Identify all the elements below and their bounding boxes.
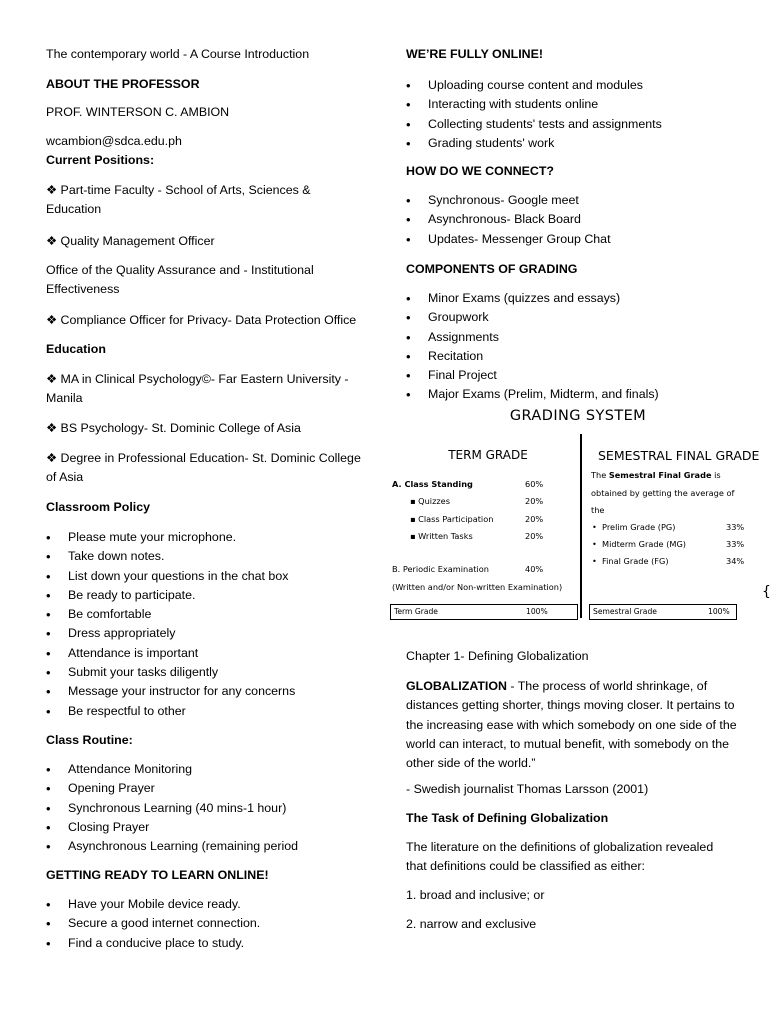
list-item: • Be respectful to other (46, 702, 366, 721)
quote-source: - Swedish journalist Thomas Larsson (2001) (406, 782, 649, 796)
semestral-total-pct: 100% (708, 607, 730, 616)
online-heading: WE’RE FULLY ONLINE! (406, 47, 543, 61)
semestral-total-label: Semestral Grade (593, 607, 657, 616)
list-item: • Opening Prayer (46, 779, 366, 798)
chapter-title: Chapter 1- Defining Globalization (406, 649, 589, 663)
classroom-policy-list (46, 528, 366, 721)
connect-list (406, 191, 746, 249)
list-item: • Major Exams (Prelim, Midterm, and finals) (406, 385, 746, 404)
semestral-grade-total (589, 604, 737, 620)
list-item: • Asynchronous Learning (remaining period (46, 837, 366, 856)
list-item: • Be ready to participate. (46, 586, 366, 605)
professor-email: wcambion@sdca.edu.ph (46, 134, 182, 148)
semestral-line: obtained by getting the average of (591, 488, 735, 498)
grading-system-title: GRADING SYSTEM (509, 408, 647, 424)
term-item-pct: 20% (525, 514, 544, 524)
list-item: • Uploading course content and modules (406, 76, 746, 95)
list-item: • Dress appropriately (46, 624, 366, 643)
position-item: ❖ Part-time Faculty - School of Arts, Sciences & Education (46, 183, 311, 217)
education-item: ❖ Degree in Professional Education- St. Dominic College of Asia (46, 451, 361, 485)
list-item: • Closing Prayer (46, 818, 366, 837)
list-item: • Updates- Messenger Group Chat (406, 230, 746, 249)
term-item-label: ▪ Class Participation (410, 514, 494, 524)
class-routine-list (46, 760, 366, 856)
getting-ready-list (46, 895, 366, 953)
term-item-pct: 20% (525, 496, 544, 506)
list-item: • Synchronous- Google meet (406, 191, 746, 210)
literature-text: The literature on the definitions of globalization revealed that definitions could be classified as either: (406, 840, 714, 874)
list-item: • Attendance Monitoring (46, 760, 366, 779)
professor-name: PROF. WINTERSON C. AMBION (46, 105, 230, 119)
list-item: • Synchronous Learning (40 mins-1 hour) (46, 799, 366, 818)
term-grade-total (390, 604, 578, 620)
list-item: • Attendance is important (46, 644, 366, 663)
semestral-item-label: • Prelim Grade (PG) (592, 522, 676, 532)
globalization-definition-text: - The process of world shrinkage, of distances getting shorter, things moving closer. It pertains to the increasing ease with which somebody on one side of the world can interact, to mutual benefit, with somebody on the other side of the world.” (406, 679, 737, 771)
term-item-label: ▪ Written Tasks (410, 531, 473, 541)
brace-fragment: { (762, 584, 771, 600)
list-item: • Minor Exams (quizzes and essays) (406, 289, 746, 308)
semestral-line: the (591, 505, 605, 515)
semestral-heading: SEMESTRAL FINAL GRADE (598, 448, 760, 463)
current-positions-heading: Current Positions: (46, 153, 155, 167)
list-item: • Be comfortable (46, 605, 366, 624)
semestral-item-label: • Midterm Grade (MG) (592, 539, 686, 549)
definition-option: 2. narrow and exclusive (406, 917, 537, 931)
position-item: ❖ Quality Management Officer (46, 234, 215, 248)
education-heading: Education (46, 342, 106, 356)
semestral-item-pct: 34% (726, 556, 745, 566)
term-item-pct: 20% (525, 531, 544, 541)
list-item: • Take down notes. (46, 547, 366, 566)
list-item: • List down your questions in the chat box (46, 567, 366, 586)
education-item: ❖ MA in Clinical Psychology©- Far Eastern University - Manila (46, 372, 349, 406)
list-item: • Grading students' work (406, 134, 746, 153)
list-item: • Final Project (406, 366, 746, 385)
list-item: • Message your instructor for any concerns (46, 682, 366, 701)
position-item: Office of the Quality Assurance and - Institutional Effectiveness (46, 263, 314, 297)
term-item-label: ▪ Quizzes (410, 496, 450, 506)
components-list (406, 289, 746, 405)
list-item: • Have your Mobile device ready. (46, 895, 366, 914)
periodic-exam-pct: 40% (525, 564, 544, 574)
semestral-item-label: • Final Grade (FG) (592, 556, 669, 566)
task-heading: The Task of Defining Globalization (406, 811, 609, 825)
list-item: • Interacting with students online (406, 95, 746, 114)
online-list (406, 76, 746, 153)
list-item: • Asynchronous- Black Board (406, 210, 746, 229)
term-grade-heading: TERM GRADE (448, 448, 528, 462)
semestral-item-pct: 33% (726, 522, 745, 532)
grading-system-figure (388, 406, 771, 626)
classroom-policy-heading: Classroom Policy (46, 500, 150, 514)
periodic-note: (Written and/or Non-written Examination) (392, 582, 563, 592)
position-item: ❖ Compliance Officer for Privacy- Data Protection Office (46, 313, 357, 327)
periodic-exam-label: B. Periodic Examination (392, 564, 489, 574)
list-item: • Collecting students' tests and assignments (406, 115, 746, 134)
getting-ready-heading: GETTING READY TO LEARN ONLINE! (46, 868, 269, 882)
list-item: • Find a conducive place to study. (46, 934, 366, 953)
list-item: • Assignments (406, 328, 746, 347)
class-standing-pct: 60% (525, 479, 544, 489)
list-item: • Please mute your microphone. (46, 528, 366, 547)
components-heading: COMPONENTS OF GRADING (406, 262, 578, 276)
connect-heading: HOW DO WE CONNECT? (406, 164, 554, 178)
education-item: ❖ BS Psychology- St. Dominic College of Asia (46, 421, 301, 435)
column-divider (580, 434, 582, 618)
term-total-pct: 100% (526, 607, 548, 616)
list-item: • Secure a good internet connection. (46, 914, 366, 933)
term-total-label: Term Grade (394, 607, 438, 616)
list-item: • Submit your tasks diligently (46, 663, 366, 682)
list-item: • Recitation (406, 347, 746, 366)
semestral-intro: The Semestral Final Grade is (591, 470, 721, 480)
globalization-definition (406, 677, 746, 773)
class-standing-label: A. Class Standing (392, 479, 473, 489)
definition-option: 1. broad and inclusive; or (406, 888, 545, 902)
globalization-term: GLOBALIZATION (406, 679, 507, 693)
list-item: • Groupwork (406, 308, 746, 327)
semestral-item-pct: 33% (726, 539, 745, 549)
about-heading: ABOUT THE PROFESSOR (46, 77, 200, 91)
course-title: The contemporary world - A Course Introduction (46, 47, 310, 61)
class-routine-heading: Class Routine: (46, 733, 133, 747)
